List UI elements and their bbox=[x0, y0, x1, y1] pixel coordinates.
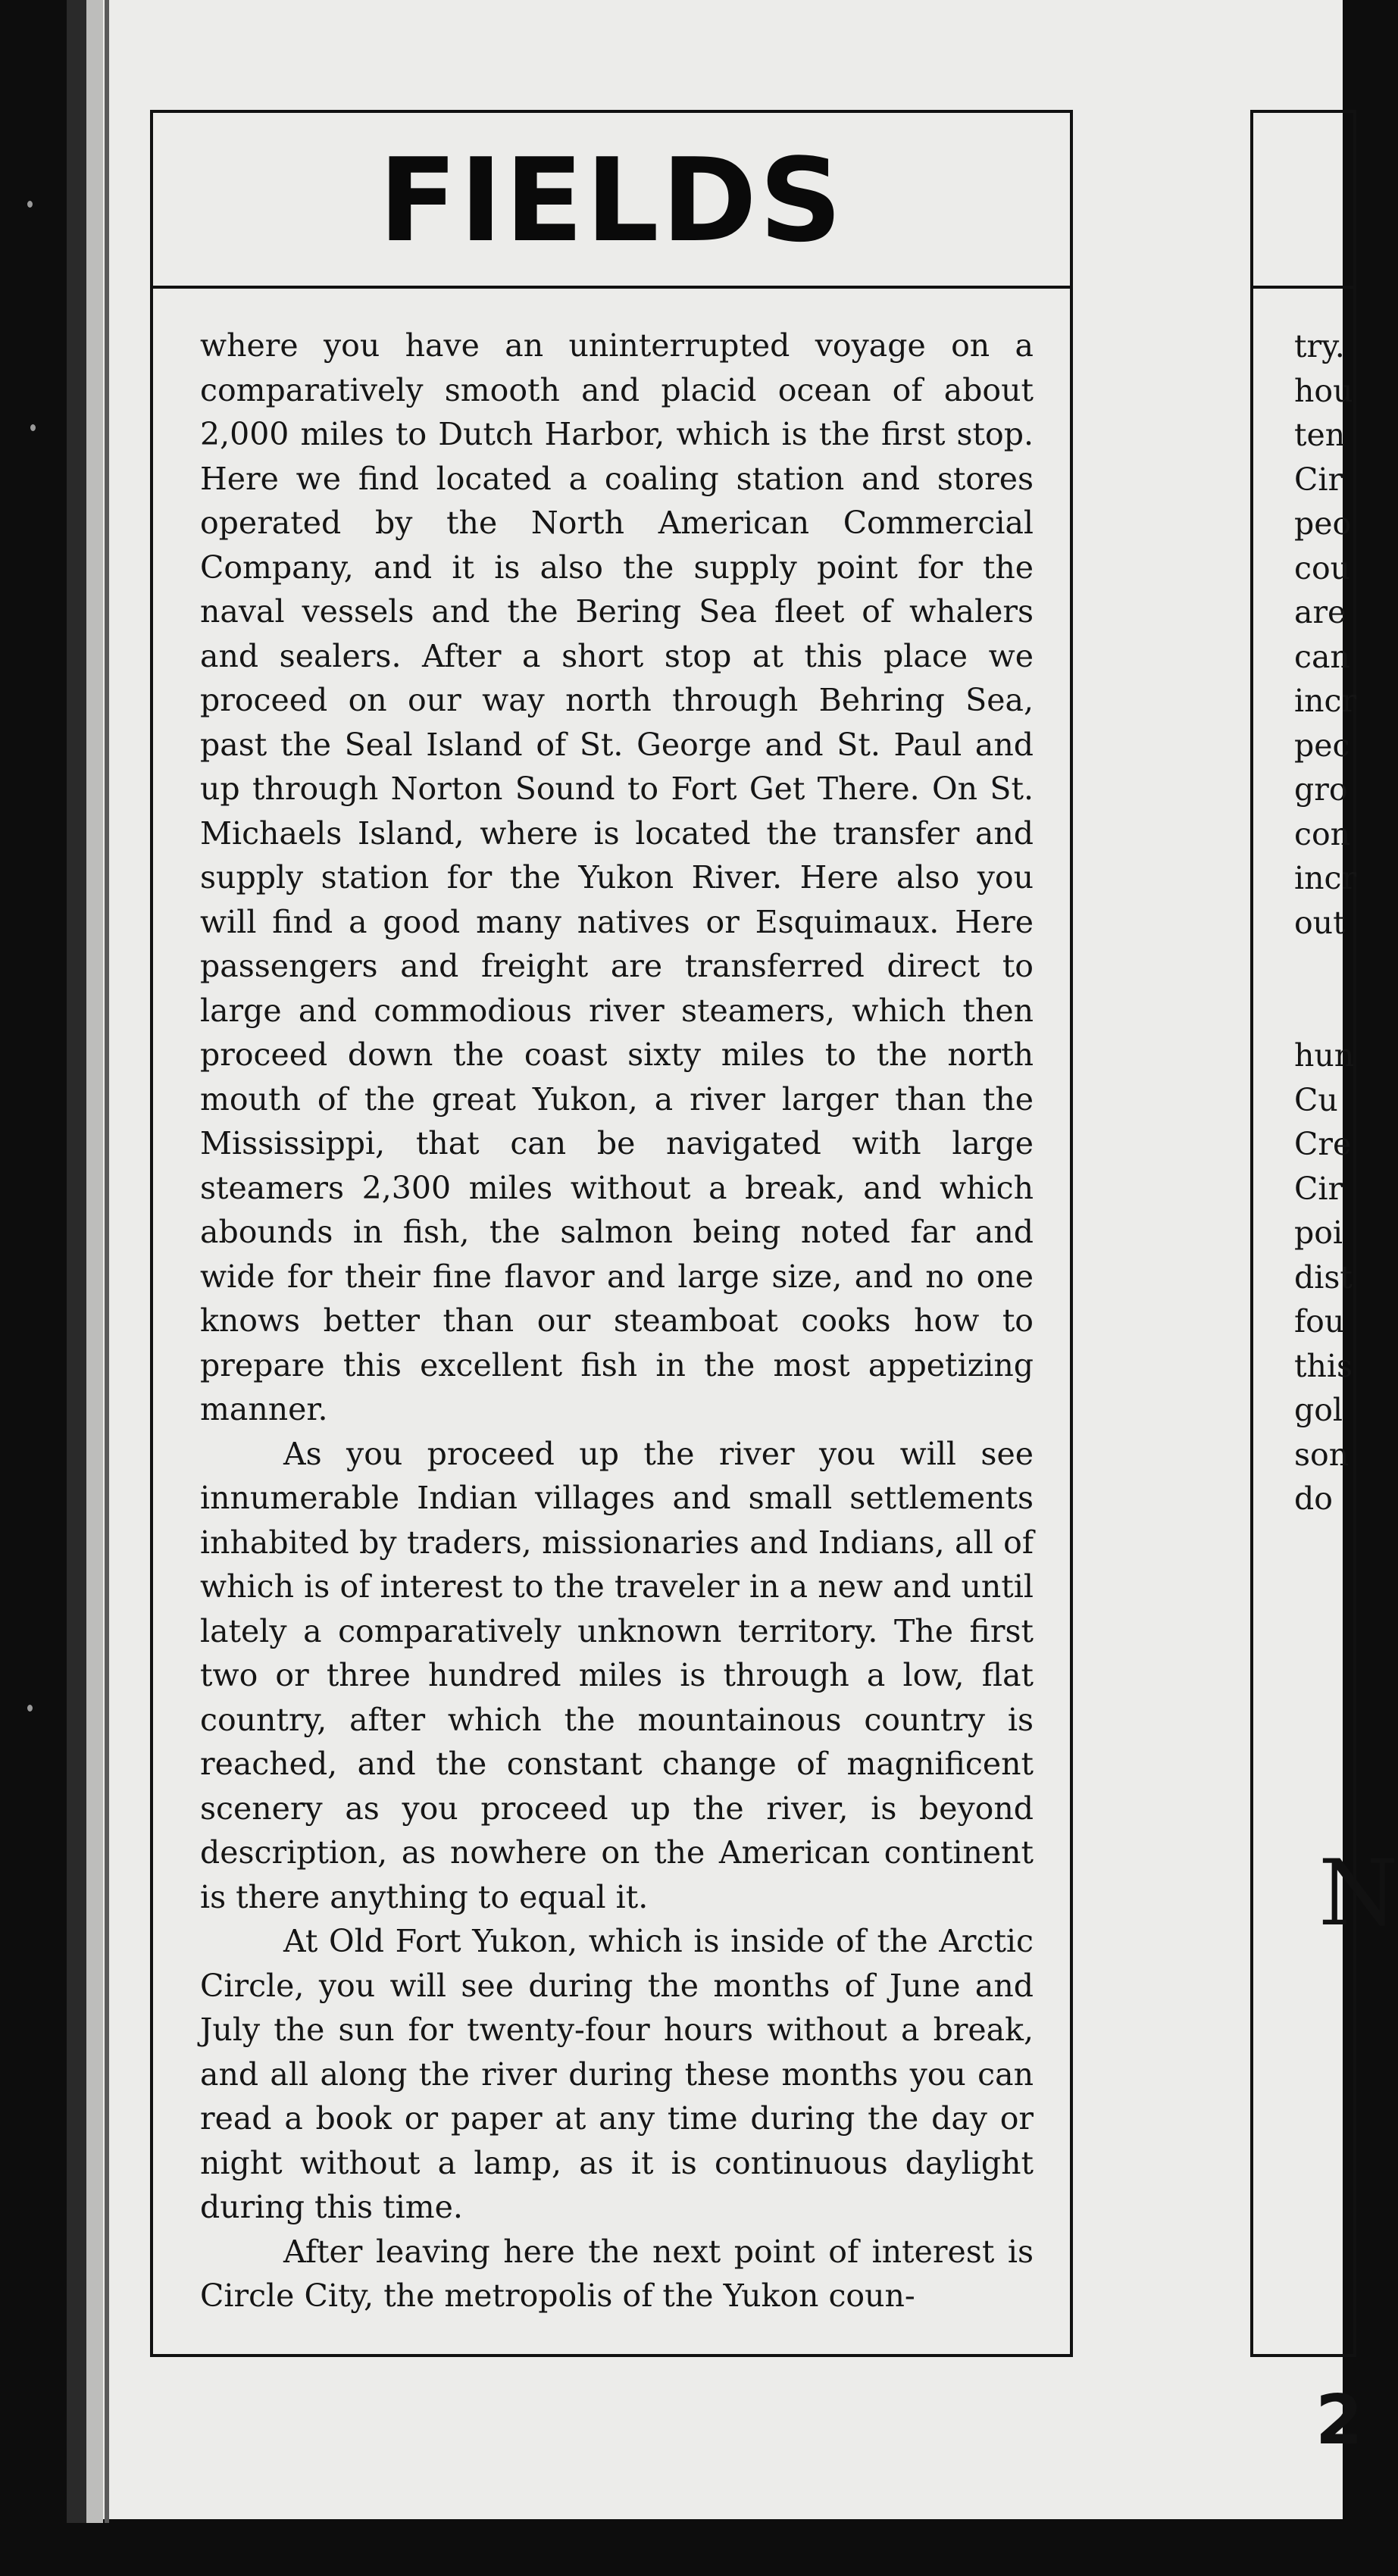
fragment-line: Cir bbox=[1294, 461, 1343, 498]
fragment-line: Cu bbox=[1294, 1081, 1338, 1118]
adjacent-page-number: 2 bbox=[1315, 2381, 1363, 2460]
article-frame bbox=[150, 110, 1073, 2357]
fragment-line: gro bbox=[1294, 771, 1348, 808]
fragment-line: poi bbox=[1294, 1215, 1343, 1251]
binding-spine bbox=[67, 0, 86, 2523]
fragment-line: ten bbox=[1294, 417, 1346, 453]
fragment-line: try. bbox=[1294, 328, 1345, 364]
fragment-line: this bbox=[1294, 1347, 1353, 1384]
fragment-line: are bbox=[1294, 594, 1346, 630]
fragment-line: can bbox=[1294, 638, 1350, 675]
adjacent-title-band bbox=[1253, 113, 1353, 289]
fragment-line: Cre bbox=[1294, 1126, 1352, 1162]
fragment-line: dist bbox=[1294, 1258, 1353, 1296]
fragment-line: incr bbox=[1294, 860, 1357, 896]
fragment-line: pec bbox=[1294, 727, 1350, 764]
fragment-line: out bbox=[1294, 904, 1346, 941]
fragment-line: gol bbox=[1294, 1392, 1343, 1428]
adjacent-heading-letter: N bbox=[1318, 1841, 1398, 1946]
paragraph-3: At Old Fort Yukon, which is inside of the Arctic Circle, you will see during the months of June and July the sun for twenty-four hours without a break, and all along the river during these months you can read a book or paper at any time during the day or night without a lamp, as it is continuous daylight during this time. bbox=[200, 1923, 1034, 2225]
paragraph-4: After leaving here the next point of interest is Circle City, the metropolis of the Yukon coun- bbox=[200, 2233, 1034, 2314]
binding-spine-edge bbox=[105, 0, 109, 2523]
fragment-line: con bbox=[1294, 815, 1351, 852]
fragment-line: son bbox=[1294, 1436, 1350, 1473]
page-title: FIELDS bbox=[378, 133, 845, 267]
fragment-line: hun bbox=[1294, 1037, 1355, 1074]
adjacent-column-text bbox=[1294, 324, 1355, 1521]
fragment-line: hou bbox=[1294, 372, 1353, 409]
fragment-line: incr bbox=[1294, 683, 1357, 719]
fragment-line: fou bbox=[1294, 1303, 1345, 1340]
paragraph-2: As you proceed up the river you will see innumerable Indian villages and small settlements inhabited by traders, missionaries and Indians, all of which is of interest to the traveler in a new and until lately a comparatively unknown territory. The first two or three hundred miles is through a low, flat country, after which the mountainous country is reached, and the constant change of magnificent scenery as you proceed up the river, is beyond description, as nowhere on the American continent is there anything to equal it. bbox=[200, 1435, 1034, 1915]
title-band bbox=[153, 113, 1070, 289]
paragraph-gap bbox=[1294, 945, 1355, 1033]
scan-speck bbox=[27, 201, 33, 208]
scan-speck bbox=[27, 1705, 33, 1712]
fragment-line: do bbox=[1294, 1480, 1333, 1517]
fragment-line: Cir bbox=[1294, 1170, 1343, 1207]
fragment-line: peo bbox=[1294, 505, 1352, 542]
article-body bbox=[200, 324, 1034, 2318]
scan-speck bbox=[30, 424, 36, 431]
binding-spine-highlight bbox=[86, 0, 103, 2523]
fragment-line: cou bbox=[1294, 549, 1351, 586]
paragraph-1: where you have an uninterrupted voyage on a comparatively smooth and placid ocean of about 2,000 miles to Dutch Harbor, which is the first stop. Here we find located a coaling station and stores operated by the North American Commercial Company, and it is also the supply point for the naval vessels and the Bering Sea fleet of whalers and sealers. After a short stop at this place we proceed on our way north through Behring Sea, past the Seal Island of St. George and St. Paul and up through Norton Sound to Fort Get There. On St. Michaels Island, where is located the transfer and supply station for the Yukon River. Here also you will find a good many natives or Esquimaux. Here passengers and freight are transferred direct to large and commodious river steamers, which then proceed down the coast sixty miles to the north mouth of the great Yukon, a river larger than the Mississippi, that can be navigated with large steamers 2,300 miles without a break, and which abounds in fish, the salmon being noted far and wide for their fine flavor and large size, and no one knows better than our steamboat cooks how to prepare this excellent fish in the most appetizing manner. bbox=[200, 327, 1034, 1427]
